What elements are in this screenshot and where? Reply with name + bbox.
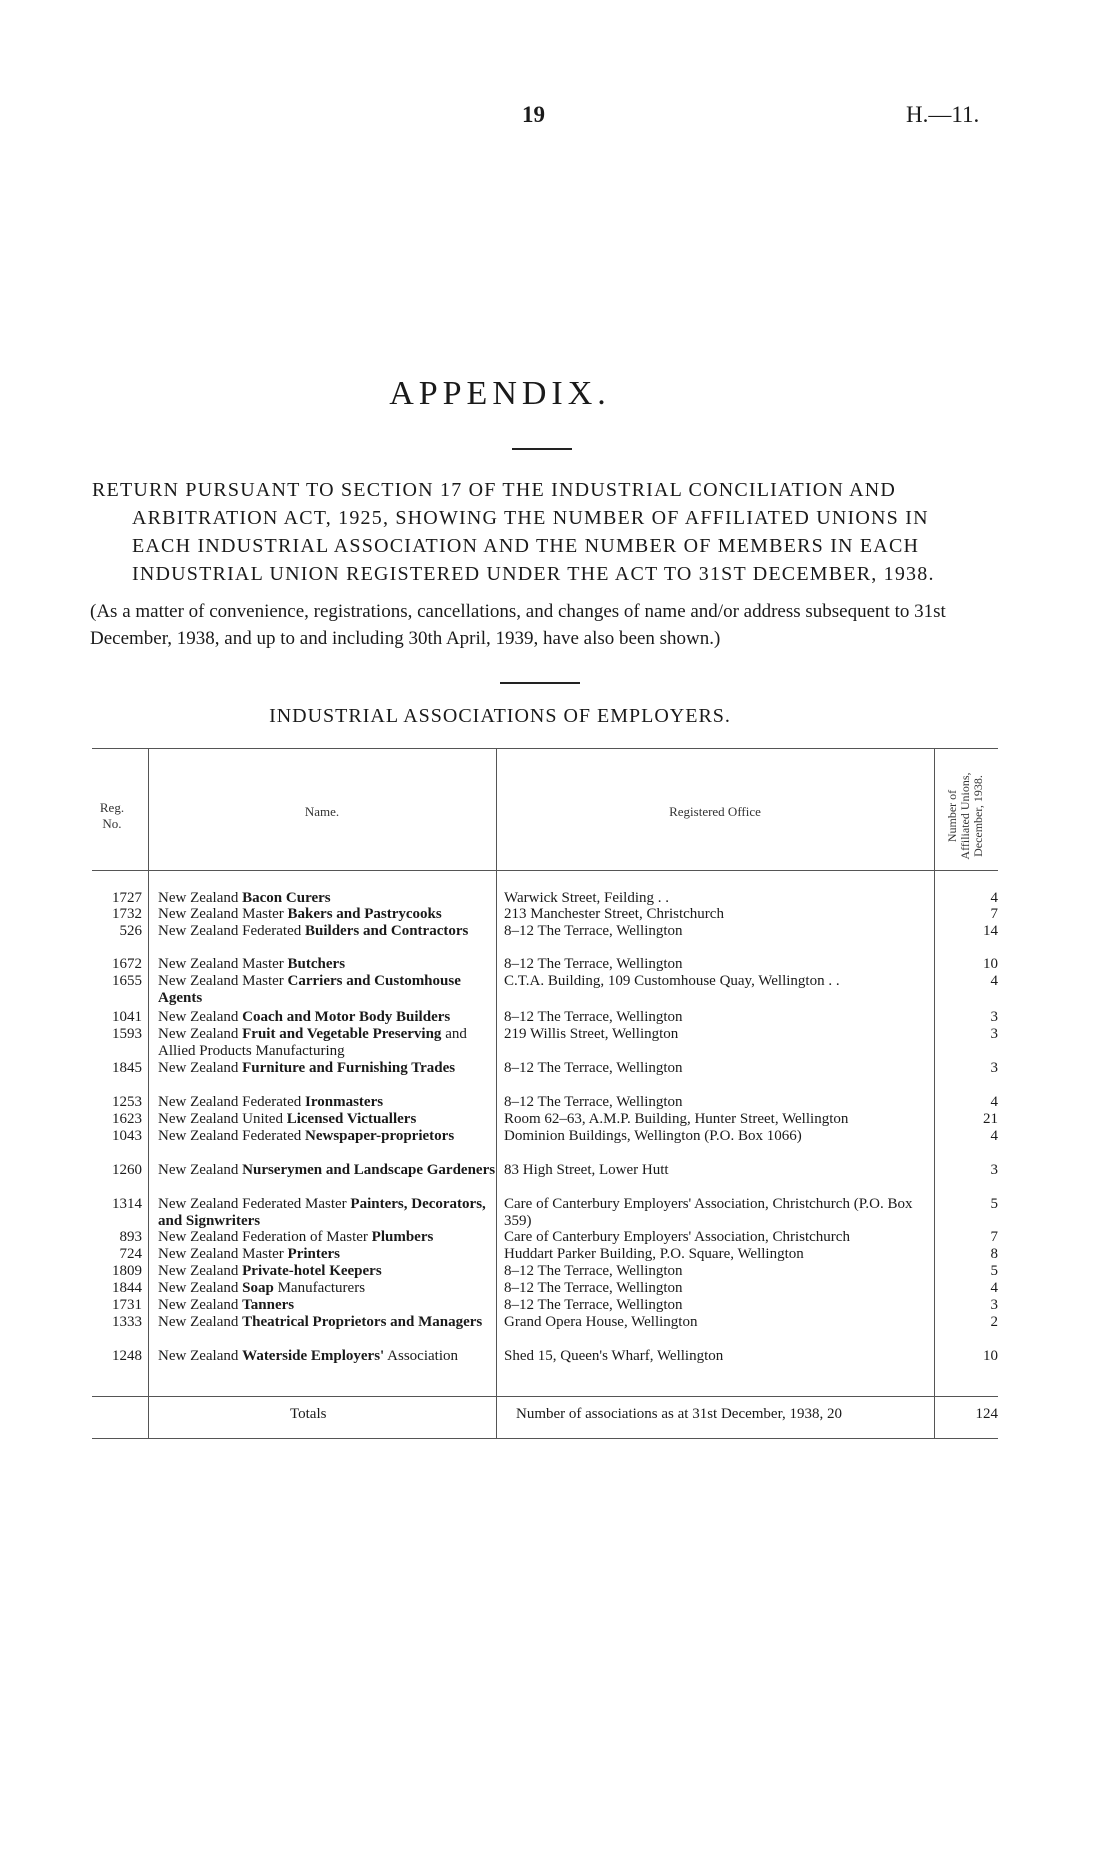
- association-name: [158, 1196, 498, 1230]
- totals-value: 124: [975, 1406, 998, 1422]
- reg-number: 1593: [112, 1026, 142, 1042]
- association-name: [158, 1111, 498, 1128]
- reg-number: 1043: [112, 1128, 142, 1144]
- affiliated-count: 4: [990, 1094, 998, 1110]
- convenience-note: (As a matter of convenience, registrations, cancellations, and changes of name and/or address subsequent to 31st December, 1938, and up to and including 30th April, 1939, have also been shown.): [90, 601, 946, 649]
- header-reg-no: Reg. No.: [99, 800, 125, 831]
- name-prefix: New Zealand: [158, 1348, 239, 1364]
- return-heading-line-3: EACH INDUSTRIAL ASSOCIATION AND THE NUMBER OF MEMBERS IN EACH: [132, 535, 920, 557]
- reg-number: 1655: [112, 973, 142, 989]
- registered-office: Care of Canterbury Employers' Association, Christchurch (P.O. Box 359): [504, 1196, 913, 1229]
- column-divider-reg: [148, 748, 149, 1438]
- header-count-line-3: December, 1938.: [971, 775, 985, 857]
- name-prefix: New Zealand: [158, 1026, 239, 1042]
- association-name: [158, 1026, 498, 1060]
- name-prefix: New Zealand: [158, 1280, 239, 1296]
- affiliated-count: 3: [990, 1009, 998, 1025]
- name-trade: Licensed Victuallers: [286, 1111, 417, 1127]
- name-prefix: New Zealand: [158, 1009, 239, 1025]
- column-divider-name: [496, 748, 497, 1438]
- association-name: [158, 1263, 498, 1280]
- reg-number: 1731: [112, 1297, 142, 1313]
- registered-office: Huddart Parker Building, P.O. Square, Wellington: [504, 1246, 804, 1262]
- registered-office: 8–12 The Terrace, Wellington: [504, 1280, 683, 1296]
- registered-office: C.T.A. Building, 109 Customhouse Quay, Wellington . .: [504, 973, 840, 989]
- association-name: [158, 1314, 498, 1331]
- name-prefix: New Zealand: [158, 890, 239, 906]
- name-trade: Ironmasters: [305, 1094, 384, 1110]
- title-rule: [512, 448, 572, 450]
- document-reference: H.—11.: [906, 102, 980, 127]
- affiliated-count: 8: [990, 1246, 998, 1262]
- reg-number: 1260: [112, 1162, 142, 1178]
- association-name: [158, 956, 498, 973]
- name-prefix: New Zealand: [158, 1314, 239, 1330]
- association-name: [158, 1060, 498, 1077]
- registered-office: 213 Manchester Street, Christchurch: [504, 906, 724, 922]
- association-name: [158, 1246, 498, 1263]
- registered-office: Shed 15, Queen's Wharf, Wellington: [504, 1348, 724, 1364]
- registered-office: 8–12 The Terrace, Wellington: [504, 1009, 683, 1025]
- affiliated-count: 3: [990, 1162, 998, 1178]
- affiliated-count: 5: [990, 1196, 998, 1212]
- name-trade: Bacon Curers: [242, 890, 331, 906]
- association-name: [158, 1162, 498, 1179]
- reg-number: 893: [119, 1229, 142, 1245]
- table-totals-rule: [92, 1396, 998, 1397]
- return-heading-line-1: RETURN PURSUANT TO SECTION 17 OF THE INDUSTRIAL CONCILIATION AND: [92, 479, 897, 501]
- header-name: Name.: [304, 804, 340, 819]
- name-trade: Builders and Contractors: [305, 923, 469, 939]
- reg-number: 1672: [112, 956, 142, 972]
- totals-label: Totals: [290, 1406, 327, 1422]
- reg-number: 1727: [112, 890, 142, 906]
- registered-office: Dominion Buildings, Wellington (P.O. Box 1066): [504, 1128, 802, 1144]
- name-trade: Bakers and Pastrycooks: [287, 906, 442, 922]
- affiliated-count: 7: [990, 1229, 998, 1245]
- affiliated-count: 2: [990, 1314, 998, 1330]
- name-prefix: New Zealand Federated Master: [158, 1196, 347, 1212]
- reg-number: 1333: [112, 1314, 142, 1330]
- name-prefix: New Zealand Master: [158, 906, 284, 922]
- name-prefix: New Zealand Federation of Master: [158, 1229, 368, 1245]
- return-heading-line-2: ARBITRATION ACT, 1925, SHOWING THE NUMBER OF AFFILIATED UNIONS IN: [132, 507, 929, 529]
- name-prefix: New Zealand: [158, 1263, 239, 1279]
- reg-number: 1041: [112, 1009, 142, 1025]
- affiliated-count: 4: [990, 1280, 998, 1296]
- name-prefix: New Zealand: [158, 1162, 239, 1178]
- name-suffix: and Allied Products Manufacturing: [158, 1026, 467, 1059]
- affiliated-count: 4: [990, 973, 998, 989]
- return-heading-line-4: INDUSTRIAL UNION REGISTERED UNDER THE ACT TO 31ST DECEMBER, 1938.: [132, 563, 935, 585]
- table-bottom-rule: [92, 1438, 998, 1439]
- association-name: [158, 923, 498, 940]
- reg-number: 1623: [112, 1111, 142, 1127]
- affiliated-count: 4: [990, 1128, 998, 1144]
- affiliated-count: 4: [990, 890, 998, 906]
- name-trade: Butchers: [287, 956, 346, 972]
- table-header-rule: [92, 870, 998, 871]
- registered-office: 8–12 The Terrace, Wellington: [504, 1094, 683, 1110]
- header-registered-office: Registered Office: [669, 804, 761, 819]
- name-prefix: New Zealand: [158, 1297, 239, 1313]
- note-rule: [500, 682, 580, 684]
- registered-office: Care of Canterbury Employers' Association, Christchurch: [504, 1229, 850, 1245]
- reg-number: 1253: [112, 1094, 142, 1110]
- name-trade: Plumbers: [371, 1229, 434, 1245]
- registered-office: 8–12 The Terrace, Wellington: [504, 1263, 683, 1279]
- registered-office: Room 62–63, A.M.P. Building, Hunter Street, Wellington: [504, 1111, 849, 1127]
- reg-number: 526: [119, 923, 142, 939]
- registered-office: 8–12 The Terrace, Wellington: [504, 956, 683, 972]
- name-trade: Carriers and Customhouse Agents: [158, 973, 461, 1006]
- header-count-line-2: Affiliated Unions,: [958, 772, 972, 860]
- return-heading: [92, 476, 992, 588]
- name-trade: Fruit and Vegetable Preserving: [242, 1026, 442, 1042]
- reg-number: 1248: [112, 1348, 142, 1364]
- affiliated-count: 14: [983, 923, 998, 939]
- association-name: [158, 906, 498, 923]
- affiliated-count: 10: [983, 1348, 998, 1364]
- name-prefix: New Zealand Master: [158, 1246, 284, 1262]
- affiliated-count: 5: [990, 1263, 998, 1279]
- association-name: [158, 890, 498, 907]
- header-count-line-1: Number of: [945, 789, 959, 843]
- association-name: [158, 1348, 498, 1365]
- reg-number: 1844: [112, 1280, 142, 1296]
- registered-office: 8–12 The Terrace, Wellington: [504, 1297, 683, 1313]
- affiliated-count: 10: [983, 956, 998, 972]
- association-name: [158, 973, 498, 1007]
- registered-office: 219 Willis Street, Wellington: [504, 1026, 679, 1042]
- reg-number: 724: [119, 1246, 142, 1262]
- association-name: [158, 1229, 498, 1246]
- association-name: [158, 1094, 498, 1111]
- name-prefix: New Zealand Master: [158, 956, 284, 972]
- name-prefix: New Zealand Master: [158, 973, 284, 989]
- page-number: 19: [522, 102, 545, 127]
- affiliated-count: 3: [990, 1026, 998, 1042]
- association-name: [158, 1297, 498, 1314]
- name-prefix: New Zealand: [158, 1060, 239, 1076]
- affiliated-count: 7: [990, 906, 998, 922]
- name-prefix: New Zealand Federated: [158, 1094, 302, 1110]
- name-trade: Printers: [287, 1246, 341, 1262]
- name-trade: Coach and Motor Body Builders: [242, 1009, 451, 1025]
- name-suffix: Manufacturers: [277, 1280, 366, 1296]
- column-divider-office: [934, 748, 935, 1438]
- registered-office: Warwick Street, Feilding . .: [504, 890, 670, 906]
- registered-office: Grand Opera House, Wellington: [504, 1314, 698, 1330]
- affiliated-count: 3: [990, 1060, 998, 1076]
- name-trade: Waterside Employers': [242, 1348, 385, 1364]
- header-affiliated-count: [946, 758, 986, 874]
- name-trade: Soap: [242, 1280, 274, 1296]
- name-trade: Painters, Decorators, and Signwriters: [158, 1196, 486, 1229]
- association-name: [158, 1009, 498, 1026]
- reg-number: 1314: [112, 1196, 142, 1212]
- registered-office: 8–12 The Terrace, Wellington: [504, 1060, 683, 1076]
- name-trade: Tanners: [242, 1297, 295, 1313]
- name-trade: Furniture and Furnishing Trades: [242, 1060, 456, 1076]
- affiliated-count: 21: [983, 1111, 998, 1127]
- table-top-rule: [92, 748, 998, 749]
- reg-number: 1809: [112, 1263, 142, 1279]
- name-trade: Private-hotel Keepers: [242, 1263, 382, 1279]
- section-title: INDUSTRIAL ASSOCIATIONS OF EMPLOYERS.: [269, 705, 731, 727]
- association-name: [158, 1128, 498, 1145]
- registered-office: 83 High Street, Lower Hutt: [504, 1162, 669, 1178]
- reg-number: 1732: [112, 906, 142, 922]
- totals-description: Number of associations as at 31st December, 1938, 20: [516, 1406, 842, 1422]
- name-prefix: New Zealand United: [158, 1111, 283, 1127]
- name-prefix: New Zealand Federated: [158, 1128, 302, 1144]
- affiliated-count: 3: [990, 1297, 998, 1313]
- registered-office: 8–12 The Terrace, Wellington: [504, 923, 683, 939]
- reg-number: 1845: [112, 1060, 142, 1076]
- name-trade: Newspaper-proprietors: [305, 1128, 455, 1144]
- name-trade: Nurserymen and Landscape Gardeners: [242, 1162, 496, 1178]
- name-trade: Theatrical Proprietors and Managers: [242, 1314, 483, 1330]
- association-name: [158, 1280, 498, 1297]
- name-suffix: Association: [387, 1348, 458, 1364]
- appendix-title: APPENDIX.: [389, 375, 611, 412]
- name-prefix: New Zealand Federated: [158, 923, 302, 939]
